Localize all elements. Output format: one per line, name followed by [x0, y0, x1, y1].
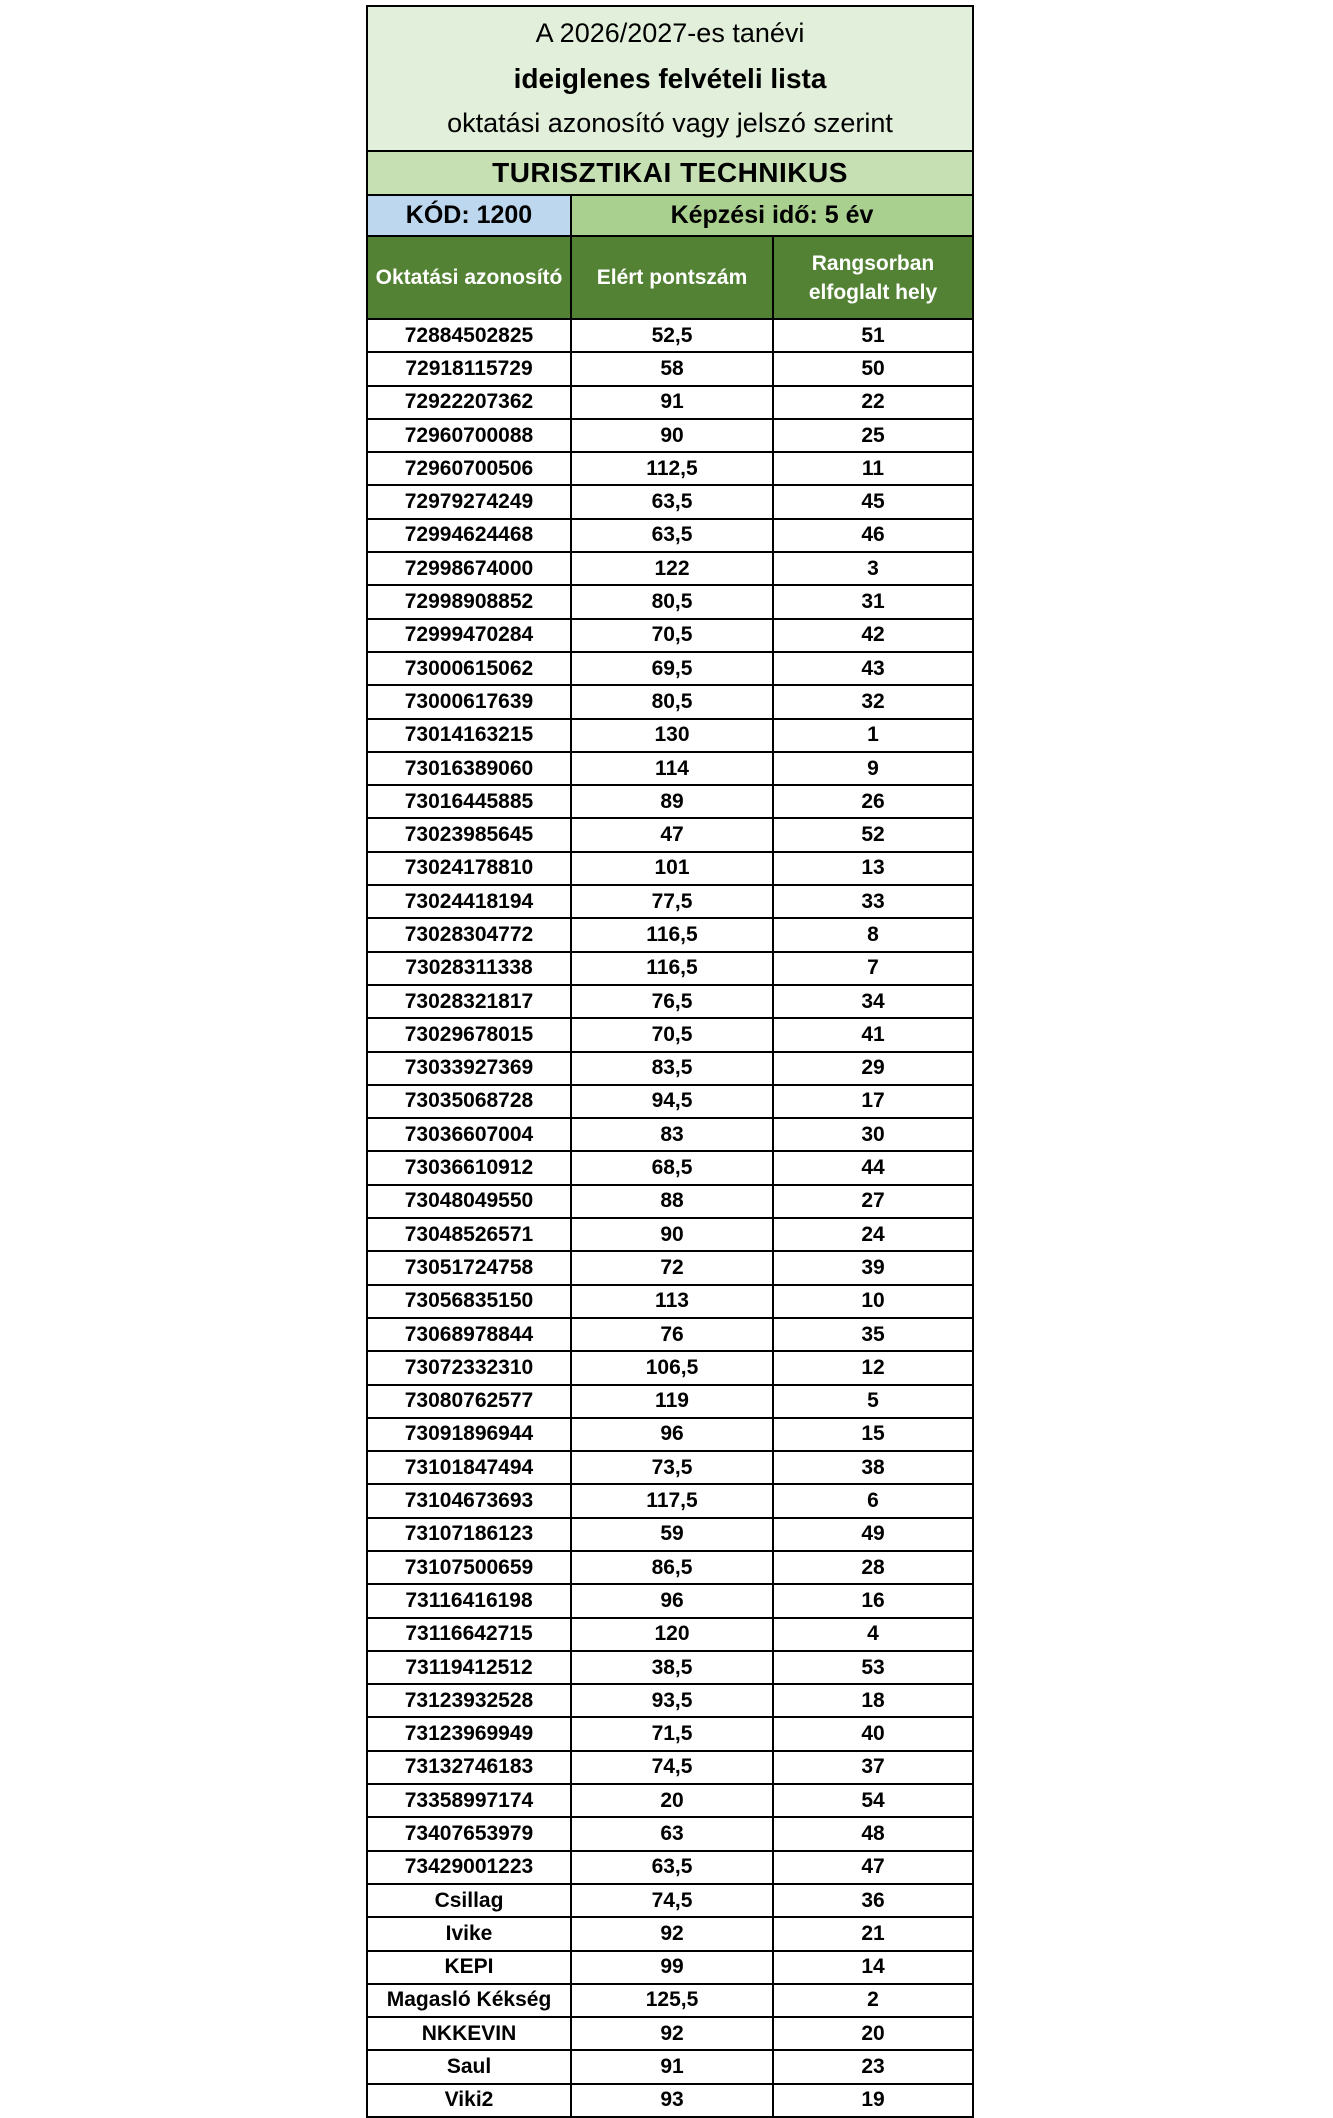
score-cell: 80,5 [571, 685, 773, 718]
score-cell: 125,5 [571, 1984, 773, 2017]
column-header-student-id: Oktatási azonosító [367, 236, 571, 319]
rank-cell: 34 [773, 985, 973, 1018]
score-cell: 77,5 [571, 885, 773, 918]
rank-cell: 39 [773, 1251, 973, 1284]
student-id-cell: Ivike [367, 1917, 571, 1950]
table-row [367, 1218, 973, 1251]
student-id-cell: 72998908852 [367, 585, 571, 618]
rank-cell: 23 [773, 2050, 973, 2083]
rank-cell: 49 [773, 1518, 973, 1551]
student-id-cell: 73016389060 [367, 752, 571, 785]
code-row [367, 195, 973, 236]
title-block [367, 6, 973, 151]
score-cell: 63,5 [571, 485, 773, 518]
table-row [367, 1518, 973, 1551]
title-cell [367, 6, 973, 151]
rank-cell: 54 [773, 1784, 973, 1817]
table-row [367, 419, 973, 452]
score-cell: 63,5 [571, 1851, 773, 1884]
score-cell: 63 [571, 1817, 773, 1850]
student-id-cell: 73068978844 [367, 1318, 571, 1351]
score-cell: 116,5 [571, 918, 773, 951]
score-cell: 112,5 [571, 452, 773, 485]
score-cell: 74,5 [571, 1884, 773, 1917]
student-id-cell: 72998674000 [367, 552, 571, 585]
student-id-cell: 72994624468 [367, 519, 571, 552]
rank-cell: 12 [773, 1351, 973, 1384]
score-cell: 70,5 [571, 619, 773, 652]
score-cell: 92 [571, 2017, 773, 2050]
student-id-cell: 73000617639 [367, 685, 571, 718]
table-row [367, 1151, 973, 1184]
table-row [367, 452, 973, 485]
rank-cell: 10 [773, 1285, 973, 1318]
score-cell: 119 [571, 1385, 773, 1418]
rank-cell: 41 [773, 1018, 973, 1051]
score-cell: 90 [571, 1218, 773, 1251]
score-cell: 68,5 [571, 1151, 773, 1184]
table-row [367, 585, 973, 618]
score-cell: 130 [571, 719, 773, 752]
rank-cell: 1 [773, 719, 973, 752]
rank-cell: 35 [773, 1318, 973, 1351]
rank-cell: 4 [773, 1618, 973, 1651]
score-cell: 38,5 [571, 1651, 773, 1684]
rank-cell: 21 [773, 1917, 973, 1950]
score-cell: 74,5 [571, 1751, 773, 1784]
score-cell: 116,5 [571, 952, 773, 985]
score-cell: 89 [571, 785, 773, 818]
student-id-cell: 73358997174 [367, 1784, 571, 1817]
score-cell: 106,5 [571, 1351, 773, 1384]
score-cell: 114 [571, 752, 773, 785]
rank-cell: 11 [773, 452, 973, 485]
rank-cell: 5 [773, 1385, 973, 1418]
table-row [367, 386, 973, 419]
student-id-cell: 73407653979 [367, 1817, 571, 1850]
student-id-cell: KEPI [367, 1951, 571, 1984]
table-row [367, 1651, 973, 1684]
score-cell: 90 [571, 419, 773, 452]
table-row [367, 619, 973, 652]
rank-cell: 9 [773, 752, 973, 785]
student-id-cell: 73132746183 [367, 1751, 571, 1784]
table-row [367, 1484, 973, 1517]
score-cell: 71,5 [571, 1717, 773, 1750]
table-row [367, 1551, 973, 1584]
admission-list-table [366, 5, 974, 2118]
rank-cell: 28 [773, 1551, 973, 1584]
student-id-cell: Saul [367, 2050, 571, 2083]
score-cell: 91 [571, 2050, 773, 2083]
table-row [367, 1351, 973, 1384]
table-row [367, 952, 973, 985]
rank-cell: 7 [773, 952, 973, 985]
rank-cell: 45 [773, 485, 973, 518]
score-cell: 47 [571, 818, 773, 851]
table-row [367, 818, 973, 851]
table-row [367, 519, 973, 552]
table-row [367, 985, 973, 1018]
rank-cell: 8 [773, 918, 973, 951]
rank-cell: 29 [773, 1052, 973, 1085]
student-id-cell: 73107186123 [367, 1518, 571, 1551]
student-id-cell: 73036610912 [367, 1151, 571, 1184]
student-id-cell: 73101847494 [367, 1451, 571, 1484]
student-id-cell: 73028304772 [367, 918, 571, 951]
table-row [367, 1451, 973, 1484]
column-header-score: Elért pontszám [571, 236, 773, 319]
table-row [367, 485, 973, 518]
score-cell: 88 [571, 1185, 773, 1218]
table-row [367, 918, 973, 951]
student-id-cell: 73016445885 [367, 785, 571, 818]
rank-cell: 22 [773, 386, 973, 419]
table-row [367, 1085, 973, 1118]
score-cell: 83 [571, 1118, 773, 1151]
rank-cell: 6 [773, 1484, 973, 1517]
rank-cell: 37 [773, 1751, 973, 1784]
table-row [367, 852, 973, 885]
student-id-cell: 72960700506 [367, 452, 571, 485]
score-cell: 83,5 [571, 1052, 773, 1085]
score-cell: 70,5 [571, 1018, 773, 1051]
score-cell: 94,5 [571, 1085, 773, 1118]
table-row [367, 1185, 973, 1218]
score-cell: 91 [571, 386, 773, 419]
score-cell: 117,5 [571, 1484, 773, 1517]
table-row [367, 1618, 973, 1651]
table-row [367, 1584, 973, 1617]
column-header-row [367, 236, 973, 319]
table-row [367, 752, 973, 785]
title-line-3: oktatási azonosító vagy jelszó szerint [447, 108, 893, 138]
score-cell: 96 [571, 1584, 773, 1617]
student-id-cell: 73033927369 [367, 1052, 571, 1085]
student-id-cell: Viki2 [367, 2084, 571, 2117]
table-row [367, 2084, 973, 2117]
table-row [367, 1318, 973, 1351]
score-cell: 76 [571, 1318, 773, 1351]
rank-cell: 51 [773, 319, 973, 352]
title-line-1: A 2026/2027-es tanévi [535, 18, 805, 48]
score-cell: 93,5 [571, 1684, 773, 1717]
student-id-cell: 72922207362 [367, 386, 571, 419]
rank-cell: 38 [773, 1451, 973, 1484]
student-id-cell: 73023985645 [367, 818, 571, 851]
rank-cell: 42 [773, 619, 973, 652]
rank-cell: 53 [773, 1651, 973, 1684]
rank-cell: 27 [773, 1185, 973, 1218]
student-id-cell: Csillag [367, 1884, 571, 1917]
rank-cell: 15 [773, 1418, 973, 1451]
rank-cell: 32 [773, 685, 973, 718]
rank-cell: 36 [773, 1884, 973, 1917]
rank-cell: 25 [773, 419, 973, 452]
student-id-cell: 73028321817 [367, 985, 571, 1018]
student-id-cell: 73048526571 [367, 1218, 571, 1251]
student-id-cell: 73429001223 [367, 1851, 571, 1884]
score-cell: 72 [571, 1251, 773, 1284]
score-cell: 113 [571, 1285, 773, 1318]
program-name-row [367, 151, 973, 195]
table-row [367, 1917, 973, 1950]
student-id-cell: 72999470284 [367, 619, 571, 652]
rank-cell: 43 [773, 652, 973, 685]
score-cell: 86,5 [571, 1551, 773, 1584]
student-id-cell: 72918115729 [367, 352, 571, 385]
table-row [367, 1751, 973, 1784]
rank-cell: 47 [773, 1851, 973, 1884]
score-cell: 99 [571, 1951, 773, 1984]
rank-cell: 31 [773, 585, 973, 618]
score-cell: 58 [571, 352, 773, 385]
score-cell: 69,5 [571, 652, 773, 685]
student-id-cell: 73024418194 [367, 885, 571, 918]
table-row [367, 785, 973, 818]
rank-cell: 19 [773, 2084, 973, 2117]
column-header-rank: Rangsorban elfoglalt hely [773, 236, 973, 319]
student-id-cell: 73014163215 [367, 719, 571, 752]
rank-cell: 26 [773, 785, 973, 818]
table-row [367, 1118, 973, 1151]
table-body [367, 319, 973, 2117]
student-id-cell: 73107500659 [367, 1551, 571, 1584]
student-id-cell: Magasló Kékség [367, 1984, 571, 2017]
table-row [367, 319, 973, 352]
table-row [367, 1018, 973, 1051]
student-id-cell: 73116642715 [367, 1618, 571, 1651]
student-id-cell: 72960700088 [367, 419, 571, 452]
table-row [367, 1251, 973, 1284]
rank-cell: 3 [773, 552, 973, 585]
rank-cell: 33 [773, 885, 973, 918]
student-id-cell: 73072332310 [367, 1351, 571, 1384]
program-name: TURISZTIKAI TECHNIKUS [367, 151, 973, 195]
score-cell: 59 [571, 1518, 773, 1551]
rank-cell: 24 [773, 1218, 973, 1251]
score-cell: 73,5 [571, 1451, 773, 1484]
table-row [367, 1884, 973, 1917]
rank-cell: 17 [773, 1085, 973, 1118]
student-id-cell: 73080762577 [367, 1385, 571, 1418]
score-cell: 76,5 [571, 985, 773, 1018]
score-cell: 52,5 [571, 319, 773, 352]
table-row [367, 1418, 973, 1451]
student-id-cell: 73024178810 [367, 852, 571, 885]
student-id-cell: 72979274249 [367, 485, 571, 518]
table-row [367, 2050, 973, 2083]
training-time-label: Képzési idő: 5 év [571, 195, 973, 236]
student-id-cell: 73028311338 [367, 952, 571, 985]
table-row [367, 2017, 973, 2050]
rank-cell: 46 [773, 519, 973, 552]
table-row [367, 1717, 973, 1750]
rank-cell: 18 [773, 1684, 973, 1717]
score-cell: 101 [571, 852, 773, 885]
title-line-2: ideiglenes felvételi lista [513, 63, 827, 94]
score-cell: 120 [571, 1618, 773, 1651]
score-cell: 96 [571, 1418, 773, 1451]
table-row [367, 1784, 973, 1817]
table-row [367, 719, 973, 752]
rank-cell: 52 [773, 818, 973, 851]
rank-cell: 20 [773, 2017, 973, 2050]
student-id-cell: 73123932528 [367, 1684, 571, 1717]
table-row [367, 1951, 973, 1984]
score-cell: 63,5 [571, 519, 773, 552]
table-row [367, 1817, 973, 1850]
score-cell: 92 [571, 1917, 773, 1950]
student-id-cell: 73104673693 [367, 1484, 571, 1517]
student-id-cell: 72884502825 [367, 319, 571, 352]
table-row [367, 1285, 973, 1318]
student-id-cell: 73091896944 [367, 1418, 571, 1451]
student-id-cell: 73116416198 [367, 1584, 571, 1617]
student-id-cell: 73051724758 [367, 1251, 571, 1284]
table-row [367, 352, 973, 385]
rank-cell: 30 [773, 1118, 973, 1151]
student-id-cell: 73035068728 [367, 1085, 571, 1118]
rank-cell: 40 [773, 1717, 973, 1750]
student-id-cell: 73123969949 [367, 1717, 571, 1750]
rank-cell: 16 [773, 1584, 973, 1617]
student-id-cell: NKKEVIN [367, 2017, 571, 2050]
table-row [367, 1052, 973, 1085]
rank-cell: 13 [773, 852, 973, 885]
student-id-cell: 73036607004 [367, 1118, 571, 1151]
table-row [367, 552, 973, 585]
code-label: KÓD: 1200 [367, 195, 571, 236]
table-row [367, 1385, 973, 1418]
score-cell: 93 [571, 2084, 773, 2117]
rank-cell: 44 [773, 1151, 973, 1184]
score-cell: 122 [571, 552, 773, 585]
table-row [367, 1684, 973, 1717]
table-row [367, 652, 973, 685]
table-row [367, 885, 973, 918]
score-cell: 80,5 [571, 585, 773, 618]
rank-cell: 2 [773, 1984, 973, 2017]
table-row [367, 1851, 973, 1884]
student-id-cell: 73056835150 [367, 1285, 571, 1318]
student-id-cell: 73029678015 [367, 1018, 571, 1051]
table-row [367, 1984, 973, 2017]
score-cell: 20 [571, 1784, 773, 1817]
rank-cell: 14 [773, 1951, 973, 1984]
student-id-cell: 73119412512 [367, 1651, 571, 1684]
table-row [367, 685, 973, 718]
student-id-cell: 73048049550 [367, 1185, 571, 1218]
rank-cell: 48 [773, 1817, 973, 1850]
rank-cell: 50 [773, 352, 973, 385]
student-id-cell: 73000615062 [367, 652, 571, 685]
